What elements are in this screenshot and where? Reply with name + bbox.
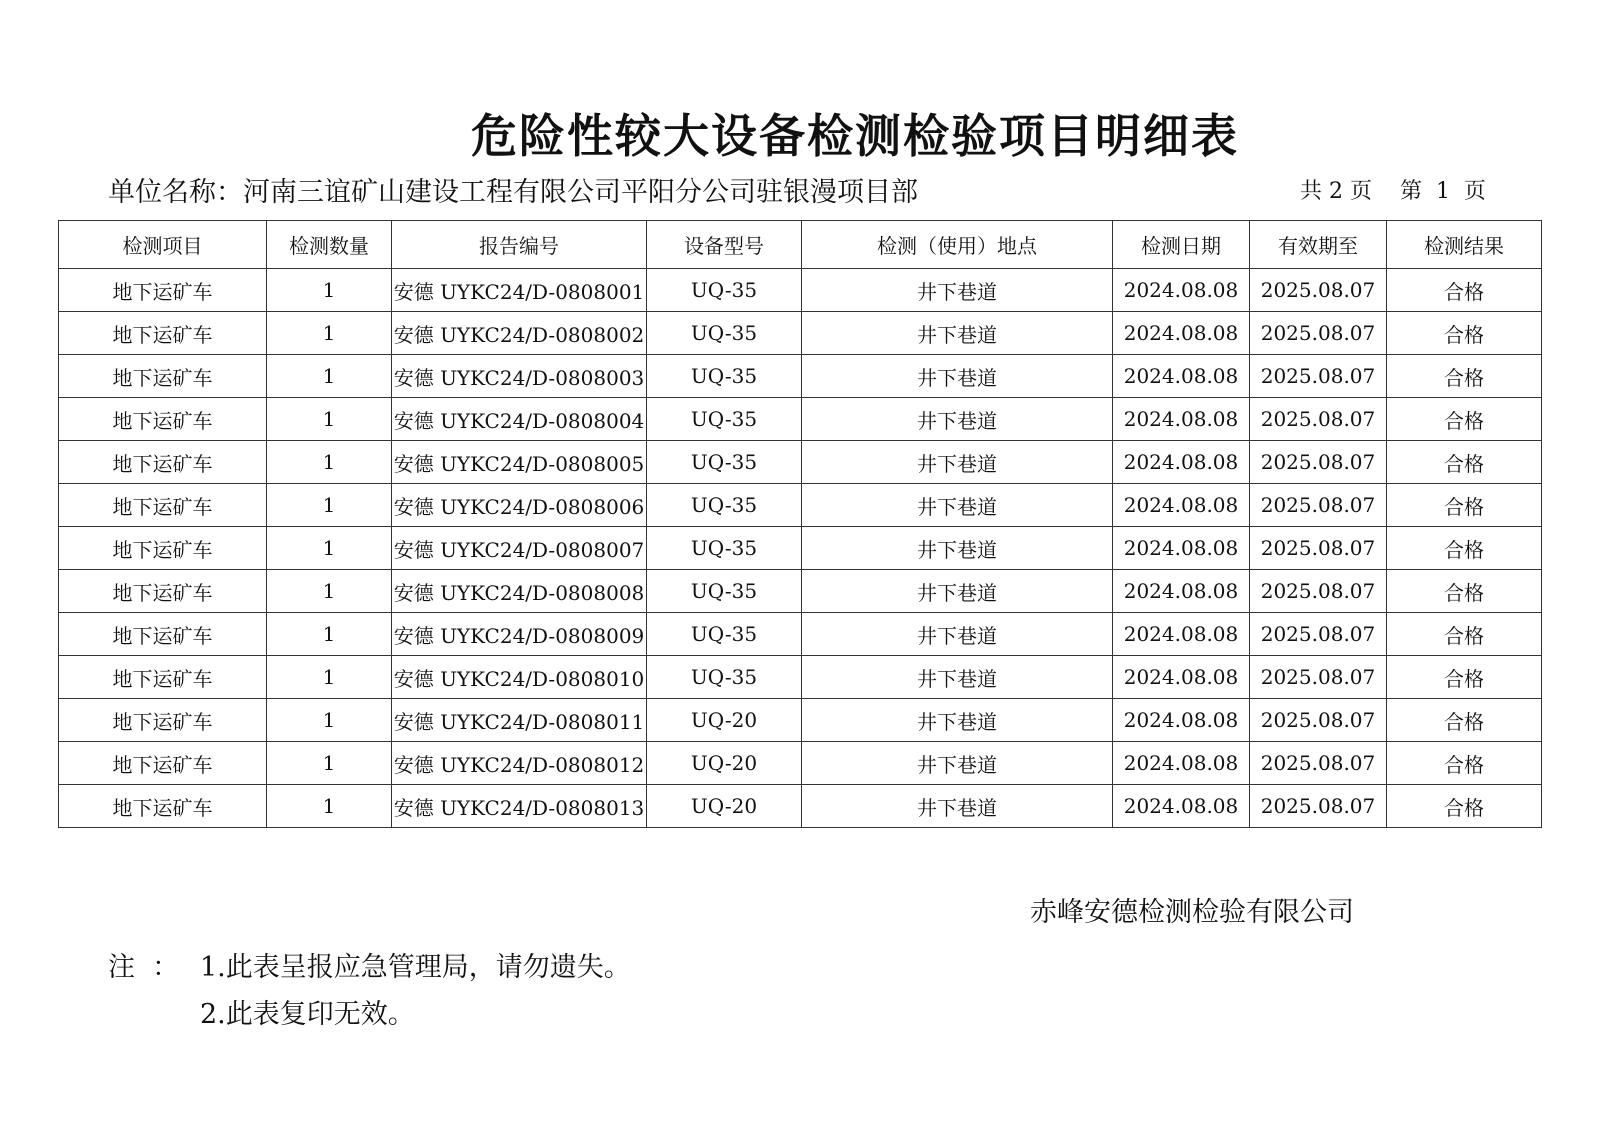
cell-valid-until: 2025.08.07 xyxy=(1250,699,1387,742)
cell-quantity: 1 xyxy=(267,699,392,742)
cell-date: 2024.08.08 xyxy=(1113,355,1250,398)
cell-model: UQ-35 xyxy=(647,613,802,656)
cell-date: 2024.08.08 xyxy=(1113,656,1250,699)
table-row xyxy=(59,355,1542,398)
cell-valid-until: 2025.08.07 xyxy=(1250,355,1387,398)
cell-valid-until: 2025.08.07 xyxy=(1250,312,1387,355)
cell-result: 合格 xyxy=(1387,484,1542,527)
table-row xyxy=(59,742,1542,785)
cell-location: 井下巷道 xyxy=(802,312,1113,355)
inspection-table xyxy=(58,220,1542,828)
cell-valid-until: 2025.08.07 xyxy=(1250,613,1387,656)
header-quantity: 检测数量 xyxy=(267,221,392,269)
header-item: 检测项目 xyxy=(59,221,267,269)
cell-location: 井下巷道 xyxy=(802,269,1113,312)
cell-report-no: 安德 UYKC24/D-0808002 xyxy=(392,312,647,355)
cell-model: UQ-35 xyxy=(647,398,802,441)
cell-date: 2024.08.08 xyxy=(1113,527,1250,570)
cell-item: 地下运矿车 xyxy=(59,355,267,398)
cell-model: UQ-35 xyxy=(647,484,802,527)
cell-report-no: 安德 UYKC24/D-0808004 xyxy=(392,398,647,441)
table-row xyxy=(59,699,1542,742)
cell-quantity: 1 xyxy=(267,441,392,484)
header-model: 设备型号 xyxy=(647,221,802,269)
cell-report-no: 安德 UYKC24/D-0808001 xyxy=(392,269,647,312)
cell-result: 合格 xyxy=(1387,742,1542,785)
cell-report-no: 安德 UYKC24/D-0808011 xyxy=(392,699,647,742)
cell-result: 合格 xyxy=(1387,355,1542,398)
cell-result: 合格 xyxy=(1387,613,1542,656)
note-item-1: 1.此表呈报应急管理局，请勿遗失。 xyxy=(200,952,631,983)
cell-date: 2024.08.08 xyxy=(1113,484,1250,527)
cell-report-no: 安德 UYKC24/D-0808003 xyxy=(392,355,647,398)
cell-result: 合格 xyxy=(1387,699,1542,742)
cell-model: UQ-20 xyxy=(647,699,802,742)
cell-quantity: 1 xyxy=(267,398,392,441)
cell-model: UQ-20 xyxy=(647,785,802,828)
table-row xyxy=(59,398,1542,441)
cell-item: 地下运矿车 xyxy=(59,656,267,699)
cell-location: 井下巷道 xyxy=(802,656,1113,699)
cell-date: 2024.08.08 xyxy=(1113,398,1250,441)
cell-quantity: 1 xyxy=(267,656,392,699)
cell-date: 2024.08.08 xyxy=(1113,785,1250,828)
cell-date: 2024.08.08 xyxy=(1113,570,1250,613)
cell-report-no: 安德 UYKC24/D-0808013 xyxy=(392,785,647,828)
cell-item: 地下运矿车 xyxy=(59,441,267,484)
cell-quantity: 1 xyxy=(267,527,392,570)
cell-result: 合格 xyxy=(1387,570,1542,613)
cell-result: 合格 xyxy=(1387,312,1542,355)
cell-result: 合格 xyxy=(1387,527,1542,570)
cell-model: UQ-35 xyxy=(647,656,802,699)
cell-item: 地下运矿车 xyxy=(59,398,267,441)
cell-model: UQ-20 xyxy=(647,742,802,785)
table-row xyxy=(59,527,1542,570)
cell-report-no: 安德 UYKC24/D-0808010 xyxy=(392,656,647,699)
cell-date: 2024.08.08 xyxy=(1113,312,1250,355)
cell-report-no: 安德 UYKC24/D-0808008 xyxy=(392,570,647,613)
cell-valid-until: 2025.08.07 xyxy=(1250,527,1387,570)
cell-quantity: 1 xyxy=(267,742,392,785)
cell-quantity: 1 xyxy=(267,355,392,398)
cell-valid-until: 2025.08.07 xyxy=(1250,269,1387,312)
cell-item: 地下运矿车 xyxy=(59,785,267,828)
cell-valid-until: 2025.08.07 xyxy=(1250,398,1387,441)
cell-item: 地下运矿车 xyxy=(59,269,267,312)
header-result: 检测结果 xyxy=(1387,221,1542,269)
cell-report-no: 安德 UYKC24/D-0808007 xyxy=(392,527,647,570)
cell-date: 2024.08.08 xyxy=(1113,269,1250,312)
cell-location: 井下巷道 xyxy=(802,742,1113,785)
header-valid-until: 有效期至 xyxy=(1250,221,1387,269)
cell-result: 合格 xyxy=(1387,398,1542,441)
cell-item: 地下运矿车 xyxy=(59,484,267,527)
table-row xyxy=(59,312,1542,355)
document-title: 危险性较大设备检测检验项目明细表 xyxy=(471,109,1239,163)
header-date: 检测日期 xyxy=(1113,221,1250,269)
cell-item: 地下运矿车 xyxy=(59,699,267,742)
table-row xyxy=(59,785,1542,828)
cell-location: 井下巷道 xyxy=(802,785,1113,828)
cell-valid-until: 2025.08.07 xyxy=(1250,742,1387,785)
cell-valid-until: 2025.08.07 xyxy=(1250,570,1387,613)
cell-location: 井下巷道 xyxy=(802,613,1113,656)
cell-model: UQ-35 xyxy=(647,269,802,312)
table-body xyxy=(59,269,1542,828)
cell-quantity: 1 xyxy=(267,312,392,355)
header-report-no: 报告编号 xyxy=(392,221,647,269)
cell-item: 地下运矿车 xyxy=(59,527,267,570)
cell-valid-until: 2025.08.07 xyxy=(1250,656,1387,699)
table-row xyxy=(59,441,1542,484)
cell-report-no: 安德 UYKC24/D-0808005 xyxy=(392,441,647,484)
cell-date: 2024.08.08 xyxy=(1113,699,1250,742)
cell-model: UQ-35 xyxy=(647,441,802,484)
cell-date: 2024.08.08 xyxy=(1113,742,1250,785)
cell-model: UQ-35 xyxy=(647,355,802,398)
cell-valid-until: 2025.08.07 xyxy=(1250,441,1387,484)
cell-date: 2024.08.08 xyxy=(1113,613,1250,656)
cell-model: UQ-35 xyxy=(647,312,802,355)
cell-item: 地下运矿车 xyxy=(59,570,267,613)
cell-date: 2024.08.08 xyxy=(1113,441,1250,484)
page-info: 共 2 页 第 1 页 xyxy=(1300,179,1486,204)
cell-item: 地下运矿车 xyxy=(59,613,267,656)
cell-location: 井下巷道 xyxy=(802,484,1113,527)
cell-location: 井下巷道 xyxy=(802,355,1113,398)
cell-result: 合格 xyxy=(1387,656,1542,699)
issuing-company: 赤峰安德检测检验有限公司 xyxy=(1030,897,1354,928)
cell-quantity: 1 xyxy=(267,269,392,312)
cell-model: UQ-35 xyxy=(647,527,802,570)
unit-name: 单位名称：河南三谊矿山建设工程有限公司平阳分公司驻银漫项目部 xyxy=(108,177,918,208)
notes-label: 注 ： xyxy=(108,952,180,983)
cell-quantity: 1 xyxy=(267,613,392,656)
note-item-2: 2.此表复印无效。 xyxy=(200,999,415,1030)
cell-model: UQ-35 xyxy=(647,570,802,613)
table-row xyxy=(59,484,1542,527)
cell-location: 井下巷道 xyxy=(802,570,1113,613)
cell-quantity: 1 xyxy=(267,484,392,527)
table-row xyxy=(59,656,1542,699)
cell-result: 合格 xyxy=(1387,441,1542,484)
cell-location: 井下巷道 xyxy=(802,441,1113,484)
table-row xyxy=(59,613,1542,656)
cell-valid-until: 2025.08.07 xyxy=(1250,484,1387,527)
header-location: 检测（使用）地点 xyxy=(802,221,1113,269)
cell-quantity: 1 xyxy=(267,785,392,828)
cell-item: 地下运矿车 xyxy=(59,742,267,785)
cell-report-no: 安德 UYKC24/D-0808012 xyxy=(392,742,647,785)
table-row xyxy=(59,269,1542,312)
cell-location: 井下巷道 xyxy=(802,527,1113,570)
cell-report-no: 安德 UYKC24/D-0808009 xyxy=(392,613,647,656)
table-row xyxy=(59,570,1542,613)
cell-item: 地下运矿车 xyxy=(59,312,267,355)
table-header-row xyxy=(59,221,1542,269)
cell-report-no: 安德 UYKC24/D-0808006 xyxy=(392,484,647,527)
cell-location: 井下巷道 xyxy=(802,699,1113,742)
cell-location: 井下巷道 xyxy=(802,398,1113,441)
cell-result: 合格 xyxy=(1387,269,1542,312)
cell-result: 合格 xyxy=(1387,785,1542,828)
cell-valid-until: 2025.08.07 xyxy=(1250,785,1387,828)
cell-quantity: 1 xyxy=(267,570,392,613)
